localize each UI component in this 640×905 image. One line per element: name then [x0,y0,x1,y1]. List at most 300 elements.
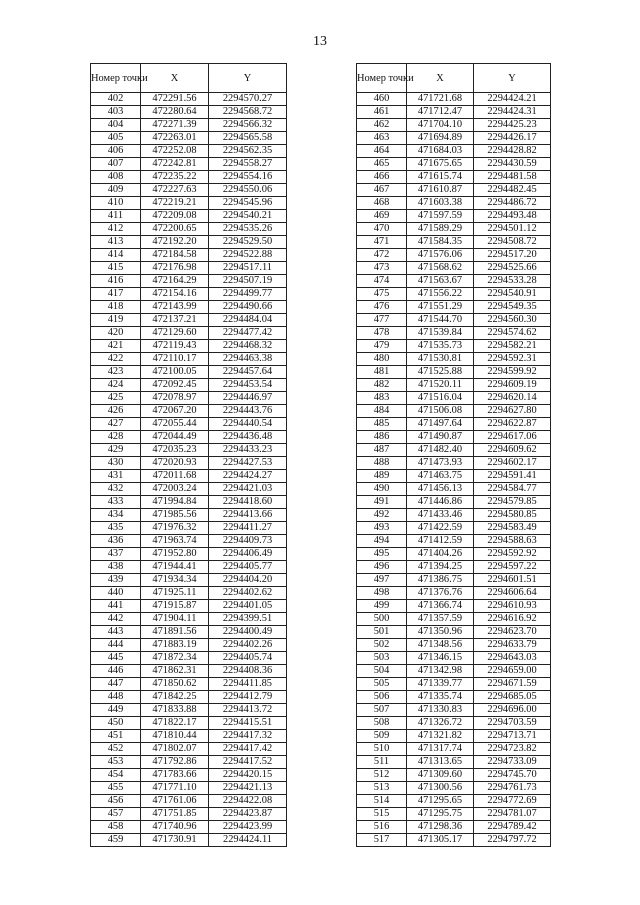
table-row [91,197,287,210]
y-coordinate-cell: 2294562.35 [209,145,287,158]
x-coordinate-cell: 472154.16 [141,288,209,301]
y-coordinate-cell: 2294436.48 [209,431,287,444]
point-number-cell: 509 [357,730,407,743]
x-coordinate-cell: 472184.58 [141,249,209,262]
point-number-cell: 403 [91,106,141,119]
point-number-cell: 422 [91,353,141,366]
y-coordinate-cell: 2294549.35 [474,301,551,314]
y-coordinate-cell: 2294560.30 [474,314,551,327]
x-coordinate-cell: 471497.64 [407,418,474,431]
y-coordinate-cell: 2294592.31 [474,353,551,366]
point-number-cell: 517 [357,834,407,847]
x-coordinate-cell: 471883.19 [141,639,209,652]
x-coordinate-cell: 471740.96 [141,821,209,834]
point-number-cell: 444 [91,639,141,652]
x-coordinate-cell: 471810.44 [141,730,209,743]
table-row [91,457,287,470]
y-coordinate-cell: 2294411.27 [209,522,287,535]
point-number-cell: 410 [91,197,141,210]
x-coordinate-cell: 471783.66 [141,769,209,782]
point-number-cell: 460 [357,93,407,106]
point-number-cell: 465 [357,158,407,171]
table-row [91,119,287,132]
table-row [357,548,551,561]
x-coordinate-cell: 471904.11 [141,613,209,626]
x-coordinate-cell: 471994.84 [141,496,209,509]
point-number-cell: 497 [357,574,407,587]
table-row [91,431,287,444]
y-coordinate-cell: 2294443.76 [209,405,287,418]
x-coordinate-cell: 471568.62 [407,262,474,275]
table-header-row [357,64,551,93]
y-coordinate-cell: 2294565.58 [209,132,287,145]
x-coordinate-cell: 471305.17 [407,834,474,847]
y-coordinate-cell: 2294421.03 [209,483,287,496]
y-coordinate-cell: 2294417.52 [209,756,287,769]
x-coordinate-cell: 472280.64 [141,106,209,119]
x-coordinate-cell: 471915.87 [141,600,209,613]
table-row [357,717,551,730]
table-row [357,535,551,548]
x-coordinate-cell: 471535.73 [407,340,474,353]
x-coordinate-cell: 471386.75 [407,574,474,587]
point-number-cell: 413 [91,236,141,249]
point-number-cell: 503 [357,652,407,665]
y-coordinate-cell: 2294733.09 [474,756,551,769]
y-coordinate-cell: 2294554.16 [209,171,287,184]
y-coordinate-cell: 2294579.85 [474,496,551,509]
point-number-cell: 428 [91,431,141,444]
point-number-cell: 409 [91,184,141,197]
point-number-cell: 498 [357,587,407,600]
x-coordinate-cell: 472219.21 [141,197,209,210]
x-coordinate-cell: 471551.29 [407,301,474,314]
table-row [91,249,287,262]
x-coordinate-cell: 472164.29 [141,275,209,288]
x-coordinate-cell: 472235.22 [141,171,209,184]
x-coordinate-cell: 471603.38 [407,197,474,210]
point-number-cell: 491 [357,496,407,509]
y-coordinate-cell: 2294490.66 [209,301,287,314]
x-coordinate-cell: 471313.65 [407,756,474,769]
point-number-cell: 461 [357,106,407,119]
point-number-cell: 484 [357,405,407,418]
header-point-number: Номер точки [357,64,407,93]
table-row [91,730,287,743]
table-row [91,418,287,431]
table-row [91,691,287,704]
point-number-cell: 429 [91,444,141,457]
table-row [91,184,287,197]
y-coordinate-cell: 2294781.07 [474,808,551,821]
x-coordinate-cell: 471771.10 [141,782,209,795]
point-number-cell: 467 [357,184,407,197]
y-coordinate-cell: 2294493.48 [474,210,551,223]
x-coordinate-cell: 471516.04 [407,392,474,405]
x-coordinate-cell: 472129.60 [141,327,209,340]
table-row [91,600,287,613]
table-row [91,769,287,782]
point-number-cell: 441 [91,600,141,613]
y-coordinate-cell: 2294591.41 [474,470,551,483]
y-coordinate-cell: 2294401.05 [209,600,287,613]
point-number-cell: 464 [357,145,407,158]
point-number-cell: 420 [91,327,141,340]
point-number-cell: 439 [91,574,141,587]
x-coordinate-cell: 471422.59 [407,522,474,535]
x-coordinate-cell: 471350.96 [407,626,474,639]
table-row [357,275,551,288]
y-coordinate-cell: 2294408.36 [209,665,287,678]
y-coordinate-cell: 2294424.11 [209,834,287,847]
table-row [91,496,287,509]
point-number-cell: 501 [357,626,407,639]
y-coordinate-cell: 2294507.19 [209,275,287,288]
point-number-cell: 479 [357,340,407,353]
point-number-cell: 427 [91,418,141,431]
y-coordinate-cell: 2294413.72 [209,704,287,717]
x-coordinate-cell: 471473.93 [407,457,474,470]
point-number-cell: 514 [357,795,407,808]
page-number: 13 [313,34,327,49]
x-coordinate-cell: 472252.08 [141,145,209,158]
table-row [91,145,287,158]
x-coordinate-cell: 471872.34 [141,652,209,665]
table-row [91,236,287,249]
point-number-cell: 415 [91,262,141,275]
x-coordinate-cell: 471366.74 [407,600,474,613]
y-coordinate-cell: 2294566.32 [209,119,287,132]
table-row [91,483,287,496]
x-coordinate-cell: 471730.91 [141,834,209,847]
table-row [357,119,551,132]
table-row [357,574,551,587]
x-coordinate-cell: 471891.56 [141,626,209,639]
table-row [357,405,551,418]
point-number-cell: 437 [91,548,141,561]
point-number-cell: 416 [91,275,141,288]
y-coordinate-cell: 2294616.92 [474,613,551,626]
x-coordinate-cell: 472200.65 [141,223,209,236]
y-coordinate-cell: 2294420.15 [209,769,287,782]
y-coordinate-cell: 2294418.60 [209,496,287,509]
point-number-cell: 480 [357,353,407,366]
x-coordinate-cell: 472137.21 [141,314,209,327]
point-number-cell: 436 [91,535,141,548]
table-row [357,821,551,834]
header-y: Y [474,64,551,93]
x-coordinate-cell: 471985.56 [141,509,209,522]
table-row [91,535,287,548]
x-coordinate-cell: 471295.65 [407,795,474,808]
table-row [91,808,287,821]
table-row [91,678,287,691]
point-number-cell: 487 [357,444,407,457]
point-number-cell: 431 [91,470,141,483]
y-coordinate-cell: 2294425.23 [474,119,551,132]
x-coordinate-cell: 471433.46 [407,509,474,522]
point-number-cell: 440 [91,587,141,600]
y-coordinate-cell: 2294601.51 [474,574,551,587]
x-coordinate-cell: 471822.17 [141,717,209,730]
point-number-cell: 433 [91,496,141,509]
point-number-cell: 430 [91,457,141,470]
table-row [91,665,287,678]
table-row [357,223,551,236]
x-coordinate-cell: 472044.49 [141,431,209,444]
table-row [91,613,287,626]
y-coordinate-cell: 2294424.21 [474,93,551,106]
point-number-cell: 424 [91,379,141,392]
point-number-cell: 486 [357,431,407,444]
point-number-cell: 495 [357,548,407,561]
point-number-cell: 412 [91,223,141,236]
y-coordinate-cell: 2294627.80 [474,405,551,418]
point-number-cell: 482 [357,379,407,392]
y-coordinate-cell: 2294412.79 [209,691,287,704]
y-coordinate-cell: 2294745.70 [474,769,551,782]
y-coordinate-cell: 2294606.64 [474,587,551,600]
point-number-cell: 417 [91,288,141,301]
x-coordinate-cell: 471563.67 [407,275,474,288]
y-coordinate-cell: 2294685.05 [474,691,551,704]
y-coordinate-cell: 2294424.27 [209,470,287,483]
table-row [357,249,551,262]
y-coordinate-cell: 2294421.13 [209,782,287,795]
table-row [91,301,287,314]
point-number-cell: 425 [91,392,141,405]
x-coordinate-cell: 471675.65 [407,158,474,171]
x-coordinate-cell: 471761.06 [141,795,209,808]
y-coordinate-cell: 2294440.54 [209,418,287,431]
y-coordinate-cell: 2294402.26 [209,639,287,652]
y-coordinate-cell: 2294592.92 [474,548,551,561]
point-number-cell: 452 [91,743,141,756]
table-row [91,262,287,275]
x-coordinate-cell: 471520.11 [407,379,474,392]
table-row [357,236,551,249]
point-number-cell: 516 [357,821,407,834]
point-number-cell: 494 [357,535,407,548]
point-number-cell: 478 [357,327,407,340]
x-coordinate-cell: 471610.87 [407,184,474,197]
y-coordinate-cell: 2294659.00 [474,665,551,678]
table-row [357,769,551,782]
header-y: Y [209,64,287,93]
table-row [91,470,287,483]
y-coordinate-cell: 2294545.96 [209,197,287,210]
x-coordinate-cell: 471925.11 [141,587,209,600]
y-coordinate-cell: 2294620.14 [474,392,551,405]
table-row [91,821,287,834]
y-coordinate-cell: 2294723.82 [474,743,551,756]
table-row [357,483,551,496]
x-coordinate-cell: 472078.97 [141,392,209,405]
point-number-cell: 414 [91,249,141,262]
table-row [357,691,551,704]
coordinates-table-right [356,63,551,847]
point-number-cell: 476 [357,301,407,314]
x-coordinate-cell: 471597.59 [407,210,474,223]
x-coordinate-cell: 471412.59 [407,535,474,548]
x-coordinate-cell: 471684.03 [407,145,474,158]
point-number-cell: 407 [91,158,141,171]
table-row [91,626,287,639]
x-coordinate-cell: 472035.23 [141,444,209,457]
y-coordinate-cell: 2294582.21 [474,340,551,353]
table-row [357,93,551,106]
point-number-cell: 451 [91,730,141,743]
y-coordinate-cell: 2294508.72 [474,236,551,249]
x-coordinate-cell: 471584.35 [407,236,474,249]
table-row [91,444,287,457]
y-coordinate-cell: 2294568.72 [209,106,287,119]
point-number-cell: 418 [91,301,141,314]
y-coordinate-cell: 2294423.87 [209,808,287,821]
y-coordinate-cell: 2294402.62 [209,587,287,600]
table-row [357,704,551,717]
y-coordinate-cell: 2294609.19 [474,379,551,392]
table-row [357,106,551,119]
point-number-cell: 472 [357,249,407,262]
point-number-cell: 475 [357,288,407,301]
point-number-cell: 411 [91,210,141,223]
table-row [357,132,551,145]
table-row [91,366,287,379]
table-row [357,522,551,535]
y-coordinate-cell: 2294696.00 [474,704,551,717]
y-coordinate-cell: 2294550.06 [209,184,287,197]
table-row [91,405,287,418]
table-row [357,743,551,756]
y-coordinate-cell: 2294623.70 [474,626,551,639]
y-coordinate-cell: 2294772.69 [474,795,551,808]
x-coordinate-cell: 472119.43 [141,340,209,353]
y-coordinate-cell: 2294558.27 [209,158,287,171]
x-coordinate-cell: 472110.17 [141,353,209,366]
x-coordinate-cell: 471309.60 [407,769,474,782]
x-coordinate-cell: 471850.62 [141,678,209,691]
x-coordinate-cell: 472291.56 [141,93,209,106]
x-coordinate-cell: 471525.88 [407,366,474,379]
y-coordinate-cell: 2294599.92 [474,366,551,379]
x-coordinate-cell: 471342.98 [407,665,474,678]
x-coordinate-cell: 471952.80 [141,548,209,561]
point-number-cell: 499 [357,600,407,613]
y-coordinate-cell: 2294428.82 [474,145,551,158]
y-coordinate-cell: 2294540.21 [209,210,287,223]
point-number-cell: 496 [357,561,407,574]
x-coordinate-cell: 472067.20 [141,405,209,418]
y-coordinate-cell: 2294610.93 [474,600,551,613]
table-row [91,717,287,730]
y-coordinate-cell: 2294409.73 [209,535,287,548]
y-coordinate-cell: 2294703.59 [474,717,551,730]
point-number-cell: 466 [357,171,407,184]
y-coordinate-cell: 2294399.51 [209,613,287,626]
table-row [357,509,551,522]
y-coordinate-cell: 2294529.50 [209,236,287,249]
x-coordinate-cell: 472003.24 [141,483,209,496]
table-row [91,743,287,756]
x-coordinate-cell: 472271.39 [141,119,209,132]
table-row [91,392,287,405]
x-coordinate-cell: 471317.74 [407,743,474,756]
table-row [357,834,551,847]
point-number-cell: 489 [357,470,407,483]
table-row [357,431,551,444]
point-number-cell: 490 [357,483,407,496]
x-coordinate-cell: 472143.99 [141,301,209,314]
point-number-cell: 473 [357,262,407,275]
y-coordinate-cell: 2294430.59 [474,158,551,171]
y-coordinate-cell: 2294413.66 [209,509,287,522]
y-coordinate-cell: 2294789.42 [474,821,551,834]
y-coordinate-cell: 2294570.27 [209,93,287,106]
x-coordinate-cell: 471321.82 [407,730,474,743]
x-coordinate-cell: 471530.81 [407,353,474,366]
y-coordinate-cell: 2294574.62 [474,327,551,340]
point-number-cell: 419 [91,314,141,327]
table-row [357,457,551,470]
table-row [357,444,551,457]
y-coordinate-cell: 2294486.72 [474,197,551,210]
table-row [91,171,287,184]
x-coordinate-cell: 471934.34 [141,574,209,587]
y-coordinate-cell: 2294671.59 [474,678,551,691]
y-coordinate-cell: 2294484.04 [209,314,287,327]
point-number-cell: 453 [91,756,141,769]
y-coordinate-cell: 2294427.53 [209,457,287,470]
point-number-cell: 442 [91,613,141,626]
point-number-cell: 513 [357,782,407,795]
point-number-cell: 504 [357,665,407,678]
point-number-cell: 468 [357,197,407,210]
point-number-cell: 457 [91,808,141,821]
table-row [91,561,287,574]
table-row [91,509,287,522]
y-coordinate-cell: 2294422.08 [209,795,287,808]
table-row [91,795,287,808]
table-row [357,470,551,483]
table-row [91,652,287,665]
y-coordinate-cell: 2294404.20 [209,574,287,587]
y-coordinate-cell: 2294533.28 [474,275,551,288]
y-coordinate-cell: 2294433.23 [209,444,287,457]
x-coordinate-cell: 471300.56 [407,782,474,795]
x-coordinate-cell: 471589.29 [407,223,474,236]
point-number-cell: 505 [357,678,407,691]
y-coordinate-cell: 2294477.42 [209,327,287,340]
y-coordinate-cell: 2294499.77 [209,288,287,301]
table-row [91,132,287,145]
table-row [91,106,287,119]
x-coordinate-cell: 471721.68 [407,93,474,106]
point-number-cell: 455 [91,782,141,795]
point-number-cell: 485 [357,418,407,431]
table-row [357,314,551,327]
point-number-cell: 426 [91,405,141,418]
table-row [91,782,287,795]
x-coordinate-cell: 472011.68 [141,470,209,483]
y-coordinate-cell: 2294411.85 [209,678,287,691]
table-row [357,327,551,340]
point-number-cell: 459 [91,834,141,847]
point-number-cell: 510 [357,743,407,756]
y-coordinate-cell: 2294761.73 [474,782,551,795]
point-number-cell: 404 [91,119,141,132]
table-row [357,756,551,769]
